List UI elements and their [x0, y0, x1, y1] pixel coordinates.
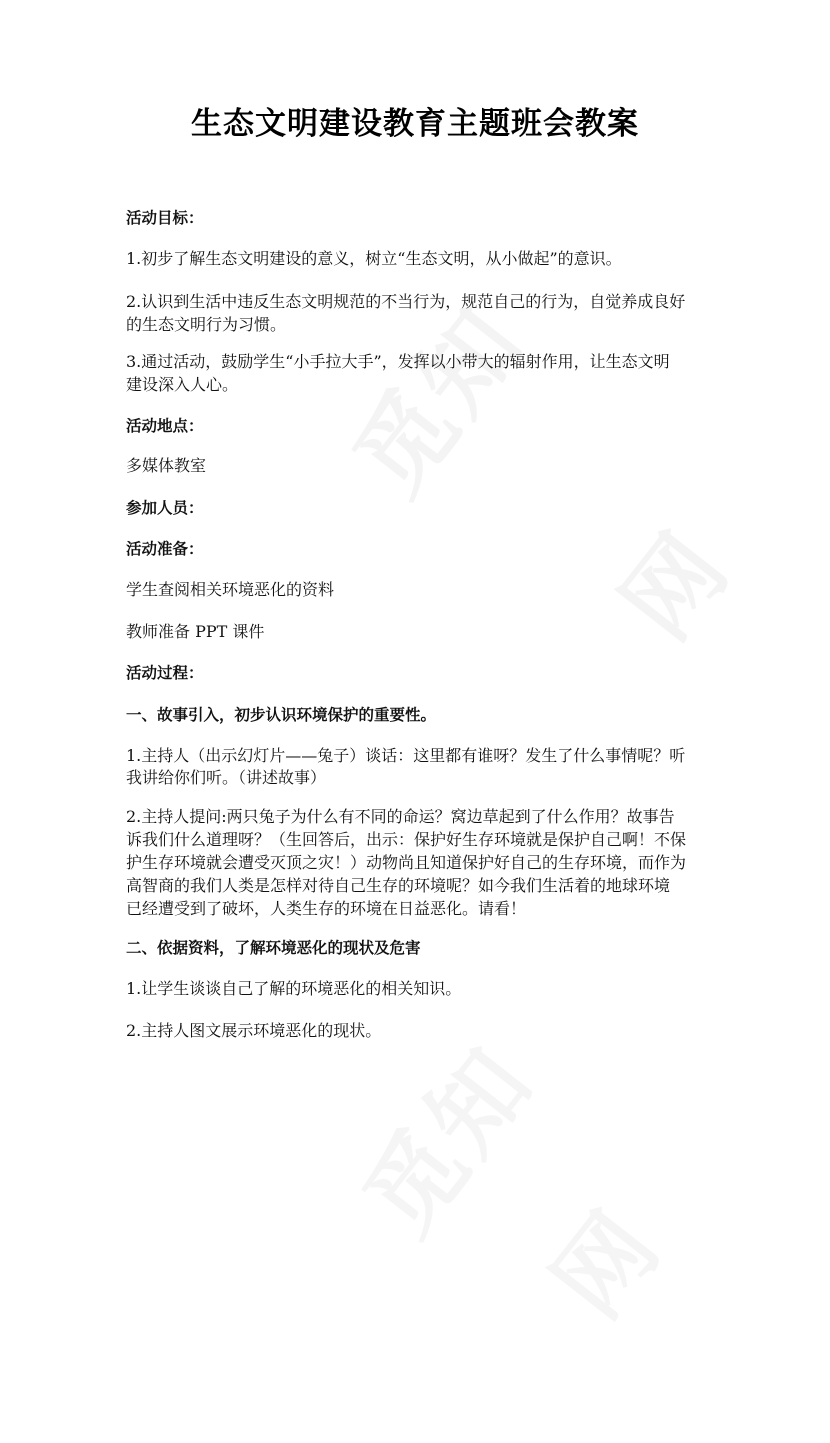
section-1-item-2-line-2: 诉我们什么道理呀？（生回答后，出示：保护好生存环境就是保护自己啊！不保 [126, 830, 687, 849]
section-1-item-2-line-4: 高智商的我们人类是怎样对待自己生存的环境呢？如今我们生活着的地球环境 [126, 876, 671, 895]
objective-3-line-2: 建设深入人心。 [126, 375, 239, 394]
preparation-item-2: 教师准备 PPT 课件 [126, 622, 265, 641]
participants-heading: 参加人员： [126, 499, 204, 517]
process-heading: 活动过程： [126, 664, 204, 682]
section-2-item-2: 2.主持人图文展示环境恶化的现状。 [126, 1021, 382, 1040]
preparation-item-1: 学生查阅相关环境恶化的资料 [126, 580, 335, 599]
section-1-item-1-line-2: 我讲给你们听。（讲述故事） [126, 768, 327, 787]
objective-1: 1.初步了解生态文明建设的意义，树立“生态文明，从小做起”的意识。 [126, 249, 622, 268]
preparation-heading: 活动准备： [126, 540, 204, 558]
section-1-item-2-line-3: 护生存环境就会遭受灭顶之灾！）动物尚且知道保护好自己的生存环境，而作为 [126, 853, 687, 872]
objective-2-line-1: 2.认识到生活中违反生态文明规范的不当行为，规范自己的行为，自觉养成良好 [126, 292, 686, 311]
location-value: 多媒体教室 [126, 456, 207, 475]
section-1-item-2-line-1: 2.主持人提问:两只兔子为什么有不同的命运？窝边草起到了什么作用？故事告 [126, 807, 675, 826]
objective-3-line-1: 3.通过活动，鼓励学生“小手拉大手”，发挥以小带大的辐射作用，让生态文明 [126, 352, 670, 371]
objectives-heading: 活动目标： [126, 209, 204, 227]
section-2-item-1: 1.让学生谈谈自己了解的环境恶化的相关知识。 [126, 979, 462, 998]
objective-2-line-2: 的生态文明行为习惯。 [126, 315, 287, 334]
watermark-bottom [279, 960, 621, 1320]
location-heading: 活动地点： [126, 417, 204, 435]
section-1-item-1-line-1: 1.主持人（出示幻灯片——兔子）谈话：这里都有谁呀？发生了什么事情呢？听 [126, 746, 686, 765]
section-1-heading: 一、故事引入，初步认识环境保护的重要性。 [126, 706, 437, 724]
section-2-heading: 二、依据资料，了解环境恶化的现状及危害 [126, 939, 421, 957]
section-1-item-2-line-5: 已经遭受到了破坏，人类生存的环境在日益恶化。请看！ [126, 899, 527, 918]
page-title: 生态文明建设教育主题班会教案 [191, 106, 639, 142]
